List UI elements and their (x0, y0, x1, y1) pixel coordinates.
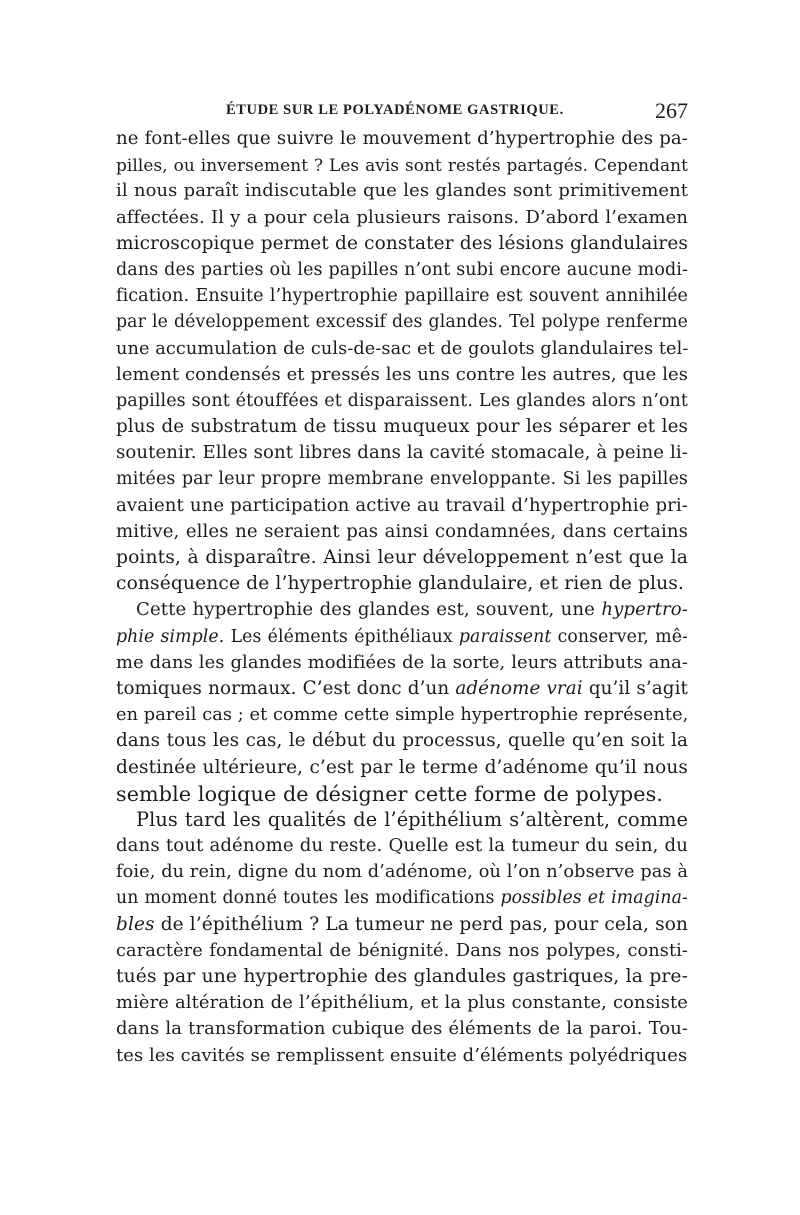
text-line: tes les cavités se remplissent ensuite d’éléments polyédriques (116, 1044, 688, 1066)
text-line: dans tout adénome du reste. Quelle est la tumeur du sein, du (116, 835, 688, 857)
text-line: Plus tard les qualités de l’épithélium s’altèrent, comme (136, 807, 688, 831)
text-line: mitées par leur propre membrane enveloppante. Si les papilles (116, 469, 688, 490)
text-line: en pareil cas ; et comme cette simple hypertrophie représente, (116, 705, 689, 726)
text-line: par le développement excessif des glandes. Tel polype renferme (116, 312, 688, 333)
page-number: 267 (655, 98, 688, 123)
text-line: bles de l’épithélium ? La tumeur ne perd pas, pour cela, son (116, 913, 688, 935)
text-line: points, à disparaître. Ainsi leur développement n’est que la (116, 547, 688, 568)
text-line: il nous paraît indiscutable que les glandes sont primitivement (116, 180, 688, 202)
text-line: microscopique permet de constater des lésions glandulaires (116, 232, 688, 254)
text-line: plus de substratum de tissu muqueux pour les séparer et les (116, 416, 688, 438)
text-line: mitive, elles ne seraient pas ainsi condamnées, dans certains (116, 520, 688, 542)
text-line: soutenir. Elles sont libres dans la cavité stomacale, à peine li- (116, 442, 688, 464)
text-line: destinée ultérieure, c’est par le terme d’adénome qu’il nous (116, 756, 688, 778)
text-line: fication. Ensuite l’hypertrophie papillaire est souvent annihilée (116, 286, 688, 307)
text-line: dans la transformation cubique des éléments de la paroi. Tou- (116, 1018, 688, 1040)
running-title: ÉTUDE SUR LE POLYADÉNOME GASTRIQUE. (226, 102, 564, 118)
italic-text: paraissent (458, 626, 552, 647)
text-line: affectées. Il y a pour cela plusieurs raisons. D’abord l’examen (116, 206, 688, 228)
text-line: tomiques normaux. C’est donc d’un adénome vrai qu’il s’agit (116, 677, 688, 699)
text-line: foie, du rein, digne du nom d’adénome, où l’on n’observe pas à (116, 862, 688, 883)
text-line: lement condensés et pressés les uns contre les autres, que les (116, 363, 688, 385)
text-line: avaient une participation active au travail d’hypertrophie pri- (116, 494, 688, 516)
text-line: une accumulation de culs-de-sac et de goulots glandulaires tel- (116, 338, 689, 359)
text-line: pilles, ou inversement ? Les avis sont restés partagés. Cependant (116, 155, 688, 176)
text-line: semble logique de désigner cette forme de polypes. (116, 781, 663, 806)
italic-text: adénome vrai (455, 677, 583, 699)
text-line: tués par une hypertrophie des glandules gastriques, la pre- (116, 966, 688, 987)
text-line: Cette hypertrophie des glandes est, souvent, une hypertro- (136, 599, 688, 621)
italic-text: possibles et imagina- (500, 888, 688, 909)
text-line: ne font-elles que suivre le mouvement d’hypertrophie des pa- (116, 128, 688, 149)
text-line: me dans les glandes modifiées de la sorte, leurs attributs ana- (116, 651, 688, 673)
text-line: phie simple. Les éléments épithéliaux paraissent conserver, mê- (116, 626, 688, 647)
text-line: mière altération de l’épithélium, et la plus constante, consiste (116, 992, 688, 1014)
text-line: dans des parties où les papilles n’ont subi encore aucune modi- (116, 259, 688, 280)
text-line: caractère fondamental de bénignité. Dans nos polypes, consti- (116, 940, 688, 961)
body-text (116, 126, 688, 1069)
text-line: conséquence de l’hypertrophie glandulaire, et rien de plus. (116, 573, 684, 595)
page-header (116, 98, 688, 124)
italic-text: phie simple. (116, 626, 225, 647)
text-line: un moment donné toutes les modifications possibles et imagina- (116, 888, 688, 909)
italic-text: hypertro- (601, 599, 688, 621)
text-line: papilles sont étouffées et disparaissent. Les glandes alors n’ont (116, 390, 688, 411)
italic-text: bles (116, 913, 155, 935)
text-line: dans tous les cas, le début du processus, quelle qu’en soit la (116, 730, 688, 752)
